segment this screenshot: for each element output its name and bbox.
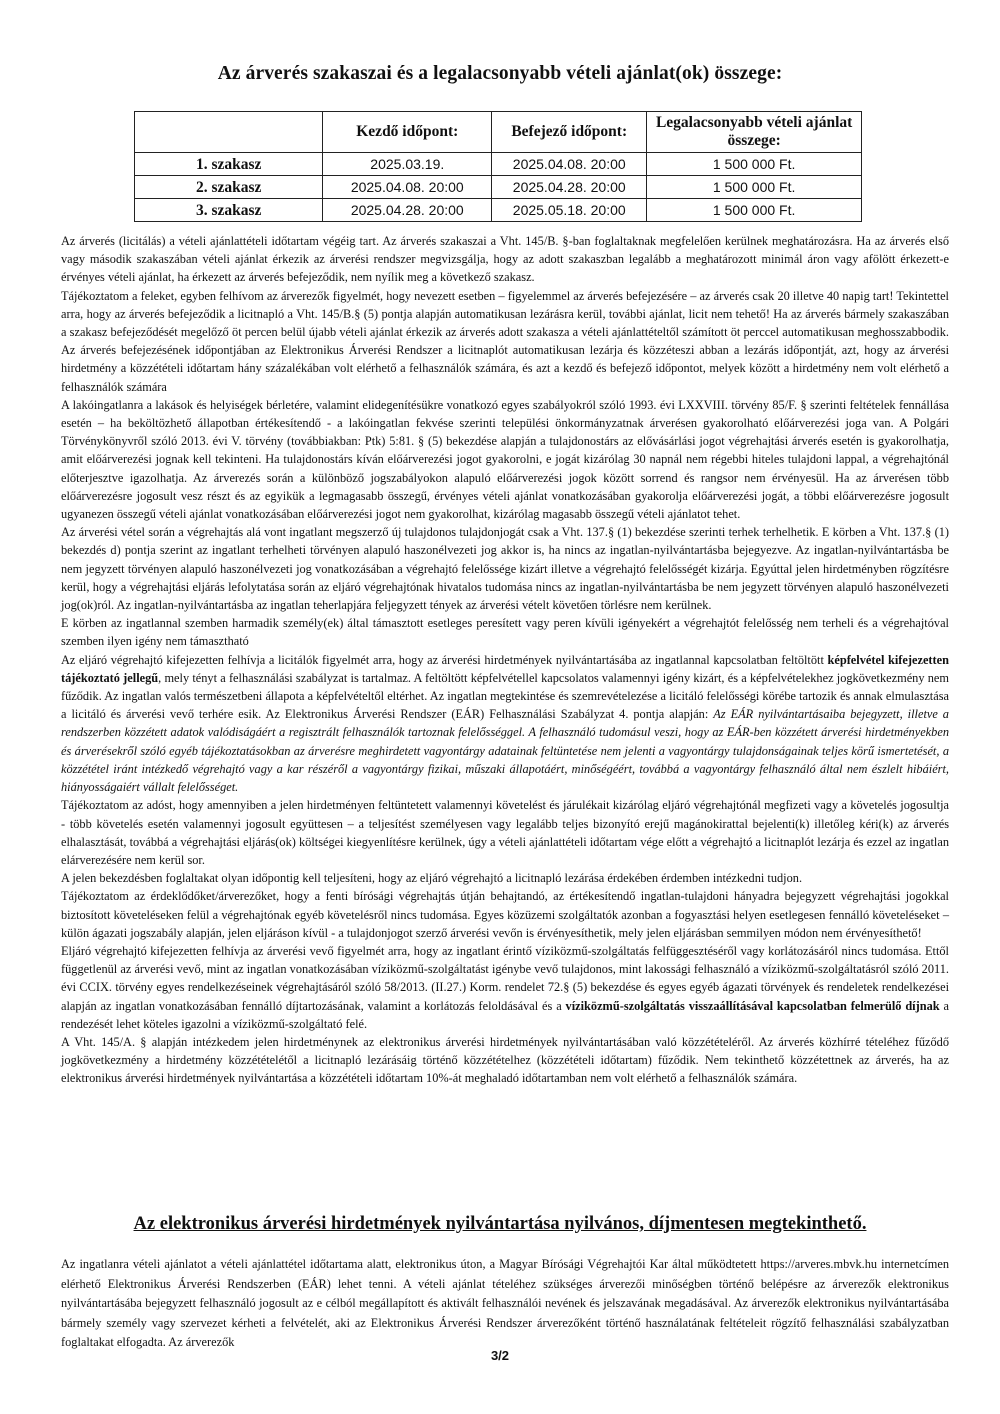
paragraph-publication: A Vht. 145/A. § alapján intézkedem jelen hirdetménynek az elektronikus árverési hirdetmények nyilvántartásában való közzétételéről. Az árverés közhírré tételéhez fűződő jogkövetkezmény a hirdetmény közzétételétől a licitnapló lezárásáig történő közzétételhez (közzétételi időtartam) fűződik. Nem tekinthető közzétettnek az árverés, ha az elektronikus árverési hirdetmények nyilvántartása a közzétételi időtartam 10%-át meghaladó időtartamban nem volt elérhető a felhasználók számára. (61, 1034, 949, 1086)
stage-cell: 1. szakasz (135, 153, 323, 176)
paragraph-encumbrances: Az árverési vétel során a végrehajtás alá vont ingatlant megszerző új tulajdonos tulajdonjogát csak a Vht. 137.§ (1) bekezdése szerinti terhek terhelhetik. E körben a Vht. 137.§ (1) bekezdés d) pontja szerint az ingatlant terhelheti törvényen alapuló haszonélvezeti jog akkor is, ha nincs az ingatlan-nyilvántartásba bejegyezve. Az ingatlan-nyilvántartásba be nem jegyzett törvényen alapuló haszonélvezeti jog vonatkozásában a végrehajtó felelőssége kizárt illetve a végrehajtó felelősségét kizárja. Egyúttal jelen hirdetményben rögzítésre kerül, hogy a végrehajtási eljárás lefolytatása során az eljáró végrehajtónak hivatalos tudomása nincs az ingatlan-nyilvántartásba be nem jegyzett törvényen alapuló haszonélvezeti jog(ok)ról. Az ingatlan-nyilvántartásba az ingatlan teherlapjára feljegyzett tények az árverési vételt követően törlésre nem kerülnek. (61, 525, 949, 613)
end-cell: 2025.05.18. 20:00 (492, 199, 647, 222)
table-header-end: Befejező időpont: (492, 112, 647, 153)
table-header-row (135, 112, 862, 153)
min-bid-cell: 1 500 000 Ft. (647, 176, 862, 199)
page-title: Az árverés szakaszai és a legalacsonyabb vételi ajánlat(ok) összege: (217, 63, 783, 84)
table-header-min-bid: Legalacsonyabb vételi ajánlat összege: (647, 112, 862, 153)
notice-body (61, 232, 949, 1088)
bidding-instructions (61, 1255, 949, 1353)
start-cell: 2025.04.28. 20:00 (323, 199, 492, 222)
registry-public-heading: Az elektronikus árverési hirdetmények nyilvántartása nyilvános, díjmentesen megtekinthető. (133, 1214, 867, 1234)
end-cell: 2025.04.28. 20:00 (492, 176, 647, 199)
table-header-empty (135, 112, 323, 153)
table-row (135, 199, 862, 222)
paragraph-water-service: Eljáró végrehajtó kifejezetten felhívja az árverési vevő figyelmét arra, hogy az ingatlant érintő víziközmű-szolgáltatás felfüggesztéséről vagy korlátozásáról nincs tudomása. Ettől függetlenül az árverési vevő, mint az ingatlan vonatkozásában víziközmű-szolgáltatást igénybe vevő tulajdonos, mint lakossági felhasználó a víziközmű-szolgáltatásról szóló 2011. évi CCIX. törvény egyes rendelkezéseinek végrehajtásáról szóló 58/2013. (II.27.) Korm. rendelet 72.§ (5) bekezdése és egyes egyéb ágazati törvények és rendeletek rendelkezései alapján az ingatlan vonatkozásában fennálló díjtartozásának, valamint a korlátozás feloldásával és a víziközmű-szolgáltatás visszaállításával kapcsolatban felmerülő díjnak a rendezését lehet köteles igazolni a víziközmű-szolgáltató felé. (61, 943, 949, 1031)
paragraph-utility-claims: Tájékoztatom az érdeklődőket/árverezőket, hogy a fenti bírósági végrehajtás útján behajtandó, az értékesítendő ingatlan-tulajdoni hányadra bejegyzett végrehajtási jogokkal biztosított követeléseken felül a végrehajtónak egyéb követelésről nincs tudomása. Egyes közüzemi szolgáltatók azonban a fogyasztási helyen esetlegesen fennálló követeléseket – külön ágazati jogszabály alapján, jelen eljáráson kívül - a tulajdonjogot szerző árverési vevőn is érvényesíthetik, mely jelen eljárásban semmilyen módon nem érvényesíthető! (61, 889, 949, 940)
stage-cell: 2. szakasz (135, 176, 323, 199)
paragraph-bidding-online: Az ingatlanra vételi ajánlatot a vételi ajánlattétel időtartama alatt, elektronikus úton, a Magyar Bírósági Végrehajtói Kar által működtetett https://arveres.mbvk.hu internetcímen elérhető Elektronikus Árverési Rendszerben (EÁR) lehet tenni. A vételi ajánlat tételéhez szükséges árverezői minőségben történő belépésre az árverezők elektronikus nyilvántartásába bejegyzett felhasználó jogosult az e célból megállapított és aktivált felhasználói nevének és jelszavának megadásával. Az árverezők elektronikus nyilvántartásába bármely személy vagy szervezet kérheti a felvételét, aki az Elektronikus Árverési Rendszer árverezőként történő használatának feltételeit rögzítő felhasználási szabályzatban foglaltakat elfogadta. Az árverezők (61, 1257, 949, 1350)
min-bid-cell: 1 500 000 Ft. (647, 153, 862, 176)
paragraph-auction-duration: Az árverés (licitálás) a vételi ajánlattételi időtartam végéig tart. Az árverés szakaszai a Vht. 145/B. §-ban foglaltaknak megfelelően kerülnek meghatározásra. Ha az árverés első vagy második szakaszában vételi ajánlat érkezik az árverési rendszer megvizsgálja, hogy az adott szakaszban legalább a meghatározott minimál áron vagy afölött érkezett-e érvényes vételi ajánlat, ha érkezett az árverés befejeződik, nem nyílik meg a következő szakasz. (61, 234, 949, 285)
start-cell: 2025.03.19. (323, 153, 492, 176)
paragraph-auction-closing: Tájékoztatom a feleket, egyben felhívom az árverezők figyelmét, hogy nevezett esetben – figyelemmel az árverés befejezésére – az árverés csak 20 illetve 40 napig tart! Tekintettel arra, hogy az árverés befejeződik a licitnapló a Vht. 145/B.§ (5) pontja alapján automatikusan lezárásra kerül, további ajánlat, licit nem tehető! Ha az árverés bármely szakaszában a szakasz befejeződését megelőző öt percen belül újabb vételi ajánlat érkezik az árverés adott szakasza a vételi ajánlattételtől számított öt perccel automatikusan meghosszabbodik. Az árverés befejezésének időpontjában az Elektronikus Árverési Rendszer a licitnaplót automatikusan lezárja és közzéteszi abban a lezárás időpontját, azt, hogy az árverési hirdetmény a közzétételi időtartam hány százalékában volt elérhető a felhasználók számára, és azt a kezdő és befejező időpontot, melyek között a hirdetmény nem volt elérhető a felhasználók számára (61, 288, 949, 394)
table-row (135, 153, 862, 176)
paragraph-photo-disclaimer: Az eljáró végrehajtó kifejezetten felhívja a licitálók figyelmét arra, hogy az árverési hirdetmények nyilvántartásába az ingatlannal kapcsolatban feltöltött képfelvétel kifejezetten tájékoztató jellegű, mely tényt a felhasználási szabályzat is tartalmaz. A feltöltött képfelvétellel kapcsolatos valamennyi igény kizárt, és a képfelvételekhez jogkövetkezmény nem fűződik. Az ingatlan valós természetbeni állapota a képfelvételtől eltérhet. Az ingatlan megtekintése és szemrevételezése a licitáló felelősségi körébe tartozik és annak elmulasztása a licitáló és árverési vevő terhére esik. Az Elektronikus Árverési Rendszer (EÁR) Felhasználási Szabályzat 4. pontja alapján: Az EÁR nyilvántartásaiba bejegyzett, illetve a rendszerben közzétett adatok valódiságáért a regisztrált felhasználók tartoznak felelősséggel. A felhasználó tudomásul veszi, hogy az EÁR-ben közzétett árverési hirdetményekben és árverésekről szóló egyéb tájékoztatásokban az árverésre meghirdetett vagyontárgy adatainak feltüntetése nem jelenti a vagyontárgy tulajdonságainak teljes körű ismertetését, a közzététel iránt intézkedő végrehajtó vagy a kar részéről a vagyontárgy fizikai, műszaki állapotáért, minőségéért, továbbá a vagyontárgy felhasználó által nem észlelt hibáiért, hiányosságaiért vállalt felelősséget. (61, 652, 949, 795)
end-cell: 2025.04.08. 20:00 (492, 153, 647, 176)
table-header-start: Kezdő időpont: (323, 112, 492, 153)
page-number: 3/2 (490, 1348, 510, 1363)
auction-schedule-table (134, 111, 862, 222)
paragraph-third-party-claims: E körben az ingatlannal szemben harmadik személy(ek) által támasztott esetleges peresített vagy peren kívüli igényekért a végrehajtót felelősség nem terheli és a végrehajtóval szemben ilyen igény nem támasztható (61, 616, 949, 649)
table-row (135, 176, 862, 199)
start-cell: 2025.04.08. 20:00 (323, 176, 492, 199)
min-bid-cell: 1 500 000 Ft. (647, 199, 862, 222)
paragraph-debtor-notice: Tájékoztatom az adóst, hogy amennyiben a jelen hirdetményen feltüntetett valamennyi követelést és járulékait kizárólag eljáró végrehajtónál megfizeti vagy a követelés jogosultja - több követelés esetén valamennyi jogosult együttesen – a teljesítést személyesen vagy legalább teljes bizonyító erejű magánokirattal bejelenti(k) illetőleg kéri(k) az árverés elhalasztását, továbbá a végrehajtási eljárás(ok) költségei kiegyenlítésre kerülnek, úgy a vételi ajánlattételi időtartam vége előtt a végrehajtó a licitnaplót lezárja és ezzel az ingatlan elárverezésére nem kerül sor. (61, 798, 949, 867)
stage-cell: 3. szakasz (135, 199, 323, 222)
paragraph-deadline: A jelen bekezdésben foglaltakat olyan időpontig kell teljesíteni, hogy az eljáró végrehajtó a licitnapló lezárása érdekében érdemben intézkedni tudjon. (61, 871, 803, 886)
paragraph-pre-emption-rights: A lakóingatlanra a lakások és helyiségek bérletére, valamint elidegenítésükre vonatkozó egyes szabályokról szóló 1993. évi LXXVIII. törvény 85/F. § szerinti feltételek fennállása esetén – ha beköltözhető állapotban értékesítendő - a lakóingatlan fekvése szerinti települési önkormányzatnak árverésen gyakorolható előárverezési joga van. A Polgári Törvénykönyvről szóló 2013. évi V. törvény (továbbiakban: Ptk) 5:81. § (5) bekezdése alapján a tulajdonostárs az elővásárlási jogot végrehajtási árverés esetén is gyakorolhatja, amit előárverezési jognak kell tekinteni. Ha tulajdonostárs kíván előárverezési jogot gyakorolni, e jogát kizárólag 30 napnál nem régebbi hiteles tulajdoni lappal, a végrehajtónál előterjesztve igazolhatja. Az árverezés során a különböző jogszabályokon alapuló előárverezési jogok között sorrend és rangsor nem érvényesül. Ha az árverésen több előárverezésre jogosult vesz részt és az egyikük a legmagasabb összegű, érvényes vételi ajánlat vonatkozásában gyakorolja előárverezési jogát, a többi előárverezésre jogosult ugyanezen összegű vételi ajánlat vonatkozásában előárverezési jogot nem gyakorolhat, kizárólag magasabb összegű vételi ajánlatot tehet. (61, 397, 949, 522)
